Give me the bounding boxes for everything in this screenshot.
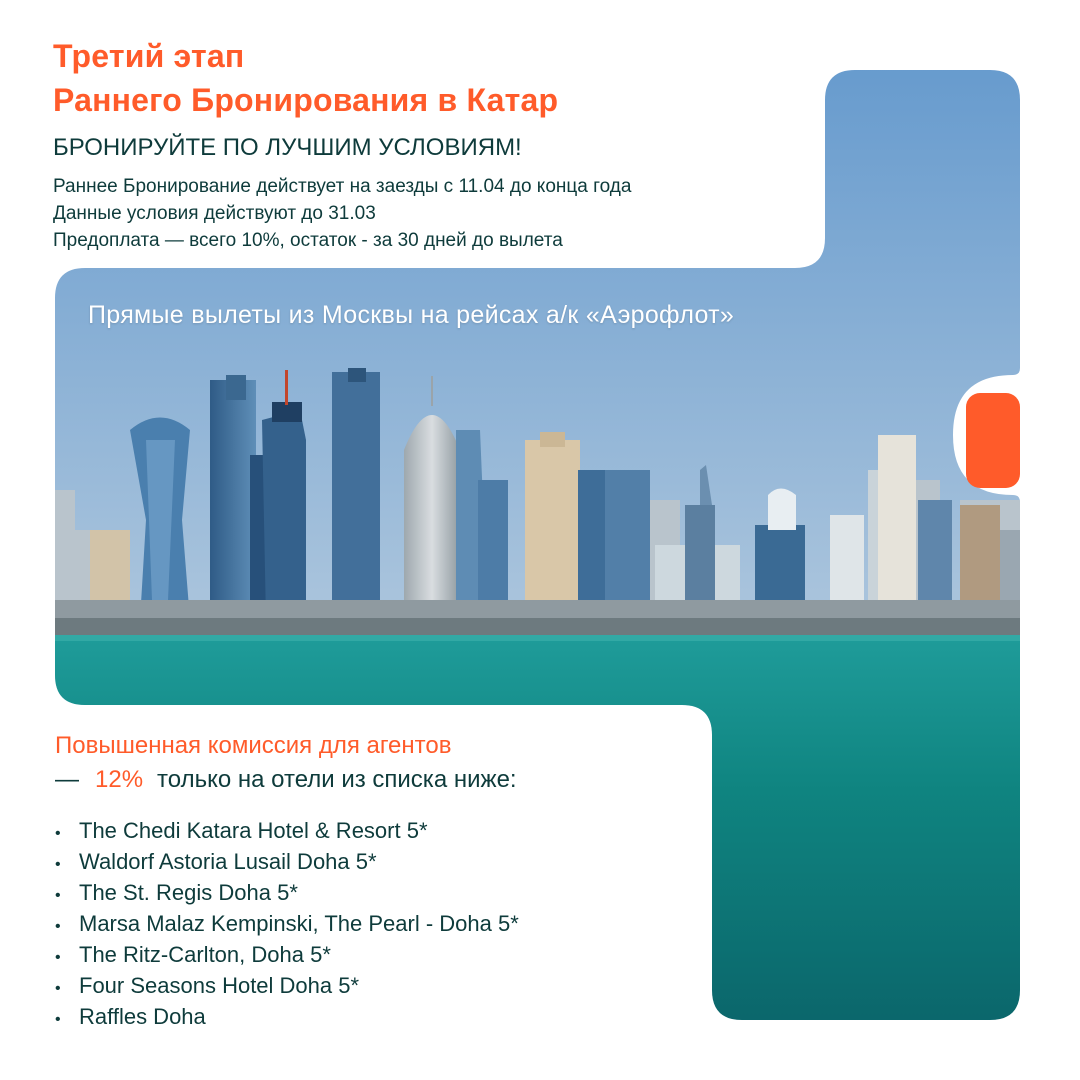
bullet-icon: • xyxy=(55,1011,61,1028)
commission-dash: — xyxy=(55,766,79,793)
hotel-name: The St. Regis Doha 5* xyxy=(79,880,298,905)
condition-line: Раннее Бронирование действует на заезды с 11.04 до конца года xyxy=(53,176,632,197)
commission-heading: Повышенная комиссия для агентов xyxy=(55,732,452,759)
bullet-icon: • xyxy=(55,856,61,873)
hotel-list-item xyxy=(55,970,519,1001)
bullet-icon: • xyxy=(55,980,61,997)
condition-line: Данные условия действуют до 31.03 xyxy=(53,203,376,224)
bullet-icon: • xyxy=(55,887,61,904)
hotel-name: Raffles Doha xyxy=(79,1004,206,1029)
accent-tab xyxy=(966,393,1020,488)
bullet-icon: • xyxy=(55,949,61,966)
hotel-name: Marsa Malaz Kempinski, The Pearl - Doha 5* xyxy=(79,911,519,936)
title-line-2: Раннего Бронирования в Катар xyxy=(53,82,559,118)
bullet-icon: • xyxy=(55,918,61,935)
hotel-name: The Ritz-Carlton, Doha 5* xyxy=(79,942,331,967)
hotel-list-item xyxy=(55,908,519,939)
hotel-list-item xyxy=(55,1001,519,1032)
hotel-name: The Chedi Katara Hotel & Resort 5* xyxy=(79,818,428,843)
bullet-icon: • xyxy=(55,825,61,842)
commission-percent: 12% xyxy=(95,766,144,793)
title-line-1: Третий этап xyxy=(53,38,245,74)
commission-tail: только на отели из списка ниже: xyxy=(157,766,517,793)
subtitle: БРОНИРУЙТЕ ПО ЛУЧШИМ УСЛОВИЯМ! xyxy=(53,134,522,161)
hotel-list-item xyxy=(55,846,519,877)
condition-line: Предоплата — всего 10%, остаток - за 30 дней до вылета xyxy=(53,230,563,251)
hotel-list-item xyxy=(55,939,519,970)
hotel-name: Four Seasons Hotel Doha 5* xyxy=(79,973,360,998)
hotel-list-item xyxy=(55,877,519,908)
flights-caption: Прямые вылеты из Москвы на рейсах а/к «Аэрофлот» xyxy=(88,301,735,329)
hotel-name: Waldorf Astoria Lusail Doha 5* xyxy=(79,849,377,874)
commission-line xyxy=(55,768,517,792)
hotel-list-item xyxy=(55,815,519,846)
hotel-list xyxy=(55,815,519,1032)
